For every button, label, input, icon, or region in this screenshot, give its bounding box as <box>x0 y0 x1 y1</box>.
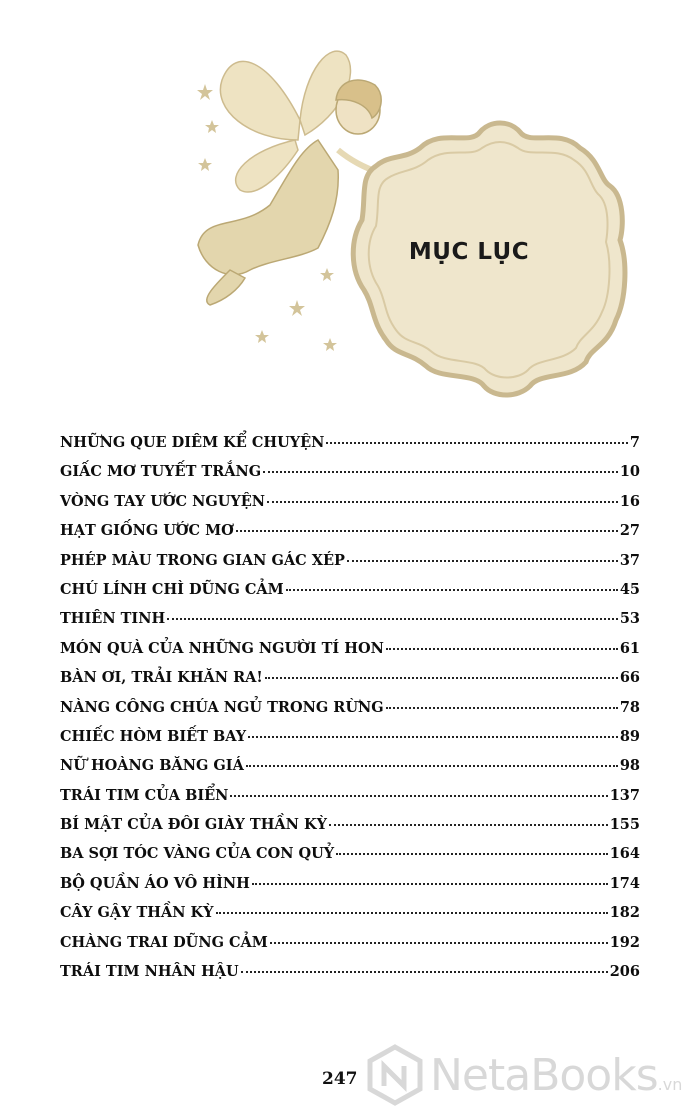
dot-leader <box>246 765 618 767</box>
toc-entry-page: 174 <box>609 874 640 892</box>
dot-leader <box>267 501 618 503</box>
toc-entry-page: 89 <box>619 727 640 745</box>
dot-leader <box>216 912 608 914</box>
dot-leader <box>386 707 618 709</box>
toc-entry <box>60 904 640 933</box>
toc-entry-page: 7 <box>629 434 640 451</box>
watermark-suffix: .vn <box>657 1074 683 1094</box>
toc-entry <box>60 610 640 639</box>
toc-entry-page: 16 <box>619 492 640 510</box>
toc-entry-page: 27 <box>619 522 640 540</box>
toc-entry-title: THIÊN TINH <box>60 610 166 628</box>
toc-entry <box>60 875 640 904</box>
dot-leader <box>265 677 618 679</box>
netabooks-logo-icon <box>364 1044 426 1106</box>
toc-entry-page: 192 <box>609 933 640 951</box>
toc-entry-page: 78 <box>619 698 640 716</box>
dot-leader <box>326 442 627 444</box>
dot-leader <box>252 883 608 885</box>
toc-entry <box>60 934 640 963</box>
dot-leader <box>263 471 618 473</box>
toc-entry-page: 45 <box>619 580 640 598</box>
toc-entry <box>60 699 640 728</box>
toc-entry-title: GIẤC MƠ TUYẾT TRẮNG <box>60 463 262 481</box>
toc-entry-title: BỘ QUẦN ÁO VÔ HÌNH <box>60 874 250 892</box>
toc-entry-page: 66 <box>619 669 640 687</box>
dot-leader <box>167 618 618 620</box>
toc-entry <box>60 787 640 816</box>
dot-leader <box>248 736 618 738</box>
dot-leader <box>386 648 618 650</box>
toc-entry-page: 10 <box>619 463 640 481</box>
toc-entry-page: 137 <box>609 786 640 804</box>
toc-entry-title: CHÀNG TRAI DŨNG CẢM <box>60 933 268 951</box>
table-of-contents <box>60 434 640 992</box>
toc-entry-title: CÂY GẬY THẦN KỲ <box>60 904 214 922</box>
toc-entry-title: BA SỢI TÓC VÀNG CỦA CON QUỶ <box>60 845 335 863</box>
dot-leader <box>329 824 608 826</box>
watermark-brand: NetaBooks <box>430 1049 658 1101</box>
toc-entry <box>60 434 640 463</box>
toc-entry-page: 37 <box>619 551 640 569</box>
dot-leader <box>336 853 608 855</box>
toc-entry <box>60 493 640 522</box>
toc-entry <box>60 522 640 551</box>
toc-entry-title: NHỮNG QUE DIÊM KỂ CHUYỆN <box>60 434 325 451</box>
toc-entry-title: TRÁI TIM NHÂN HẬU <box>60 963 239 981</box>
toc-entry-title: MÓN QUÀ CỦA NHỮNG NGƯỜI TÍ HON <box>60 639 384 657</box>
dot-leader <box>270 942 608 944</box>
toc-entry-title: NỮ HOÀNG BĂNG GIÁ <box>60 757 244 775</box>
toc-entry-page: 155 <box>609 816 640 834</box>
toc-entry <box>60 669 640 698</box>
toc-entry-title: HẠT GIỐNG ƯỚC MƠ <box>60 522 234 540</box>
toc-entry-page: 61 <box>619 639 640 657</box>
toc-entry-title: BÍ MẬT CỦA ĐÔI GIÀY THẦN KỲ <box>60 816 327 834</box>
toc-entry-title: CHIẾC HÒM BIẾT BAY <box>60 727 247 745</box>
toc-entry-title: NÀNG CÔNG CHÚA NGỦ TRONG RỪNG <box>60 698 384 716</box>
toc-entry <box>60 581 640 610</box>
toc-entry-page: 164 <box>609 845 640 863</box>
toc-entry-title: PHÉP MÀU TRONG GIAN GÁC XÉP <box>60 551 345 569</box>
fairy-illustration <box>0 0 700 420</box>
toc-entry <box>60 552 640 581</box>
toc-entry-title: TRÁI TIM CỦA BIỂN <box>60 786 229 804</box>
toc-entry-title: CHÚ LÍNH CHÌ DŨNG CẢM <box>60 580 284 598</box>
toc-heading: MỤC LỤC <box>408 239 530 265</box>
toc-entry-page: 182 <box>609 904 640 922</box>
toc-entry-page: 53 <box>619 610 640 628</box>
watermark <box>364 1042 694 1108</box>
toc-entry-title: BÀN ƠI, TRẢI KHĂN RA! <box>60 669 263 687</box>
toc-entry <box>60 463 640 492</box>
dot-leader <box>241 971 608 973</box>
toc-entry-title: VÒNG TAY ƯỚC NGUYỆN <box>60 492 266 510</box>
toc-entry <box>60 845 640 874</box>
toc-entry <box>60 963 640 992</box>
dot-leader <box>236 530 618 532</box>
toc-entry <box>60 816 640 845</box>
toc-entry <box>60 728 640 757</box>
page-number: 247 <box>322 1069 358 1089</box>
toc-entry <box>60 640 640 669</box>
watermark-text <box>430 1050 682 1101</box>
dot-leader <box>286 589 618 591</box>
toc-entry <box>60 757 640 786</box>
dot-leader <box>230 795 607 797</box>
toc-entry-page: 98 <box>619 757 640 775</box>
dot-leader <box>347 560 618 562</box>
toc-entry-page: 206 <box>609 963 640 981</box>
